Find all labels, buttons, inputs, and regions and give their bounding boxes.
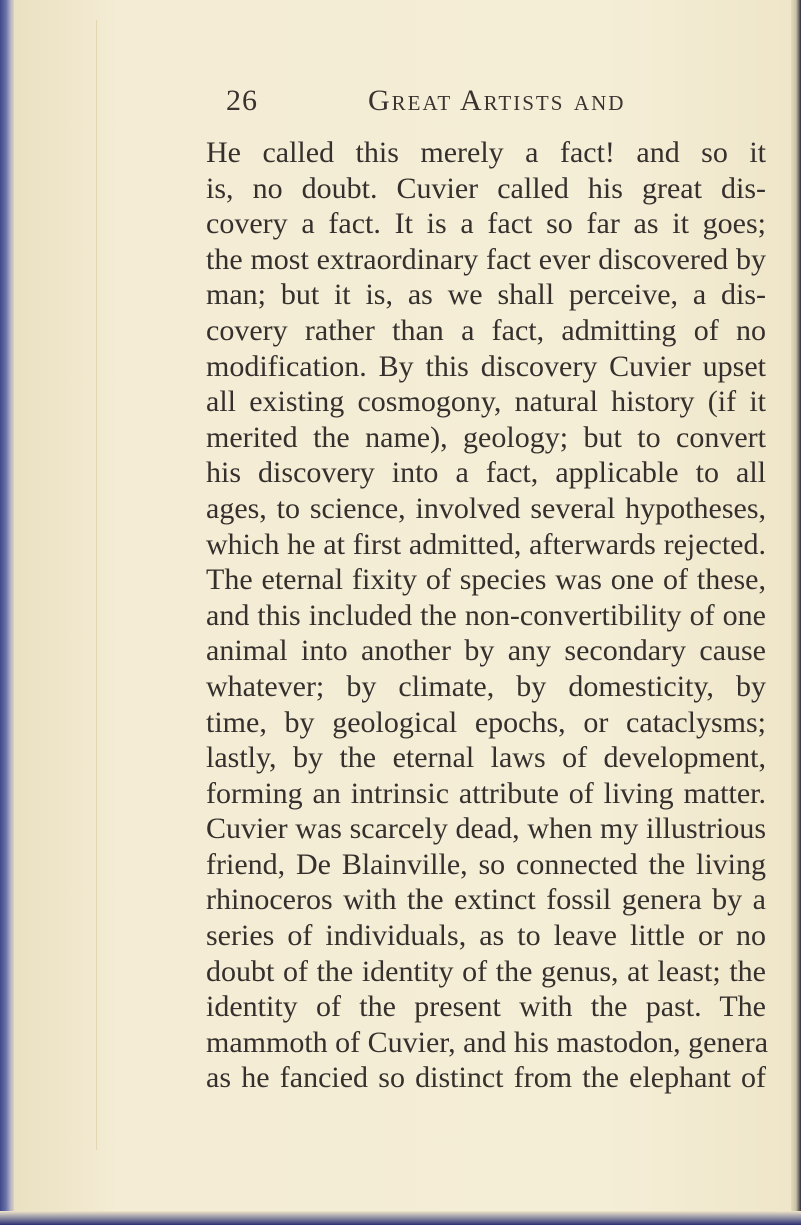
body-text — [206, 135, 769, 1096]
text-line: animal into another by any secondary cause — [206, 634, 766, 668]
text-line: his discovery into a fact, applicable to all — [206, 456, 766, 490]
text-line: the most extraordinary fact ever discovered by — [206, 242, 766, 276]
text-line: series of individuals, as to leave little or no — [206, 919, 766, 953]
text-line: friend, De Blainville, so connected the living — [206, 847, 766, 881]
page-gutter-shadow — [96, 20, 97, 1150]
bottom-page-edge — [0, 1211, 801, 1225]
text-line: merited the name), geology; but to convert — [206, 420, 766, 454]
text-line: identity of the present with the past. The — [206, 990, 766, 1024]
text-line: He called this merely a fact! and so it — [206, 136, 766, 169]
text-line: all existing cosmogony, natural history (if it — [206, 385, 766, 419]
page-number: 26 — [226, 84, 258, 117]
right-page-edge — [791, 0, 801, 1225]
text-line: Cuvier was scarcely dead, when my illustrious — [206, 812, 766, 846]
text-line: ages, to science, involved several hypotheses, — [206, 491, 766, 525]
text-line: The eternal fixity of species was one of these, — [206, 563, 766, 597]
text-line: forming an intrinsic attribute of living matter. — [206, 776, 766, 810]
text-line: man; but it is, as we shall perceive, a dis- — [206, 278, 766, 312]
text-line: modification. By this discovery Cuvier upset — [206, 349, 766, 383]
text-line: covery rather than a fact, admitting of no — [206, 313, 766, 347]
text-line: mammoth of Cuvier, and his mastodon, genera — [206, 1025, 769, 1059]
text-line: lastly, by the eternal laws of development, — [206, 741, 766, 775]
text-line: whatever; by climate, by domesticity, by — [206, 669, 766, 703]
text-line: which he at first admitted, afterwards rejected. — [206, 527, 766, 561]
text-line: time, by geological epochs, or cataclysms; — [206, 705, 766, 739]
left-binding-edge — [0, 0, 14, 1225]
text-line: and this included the non-convertibility of one — [206, 598, 766, 632]
text-line: covery a fact. It is a fact so far as it goes; — [206, 207, 766, 241]
text-line: is, no doubt. Cuvier called his great dis- — [206, 171, 766, 205]
page-header — [226, 84, 646, 120]
text-line: doubt of the identity of the genus, at least; the — [206, 954, 766, 988]
text-line: rhinoceros with the extinct fossil genera by a — [206, 883, 766, 917]
text-line: as he fancied so distinct from the elephant of — [206, 1061, 766, 1095]
running-head: Great Artists and — [368, 84, 626, 117]
